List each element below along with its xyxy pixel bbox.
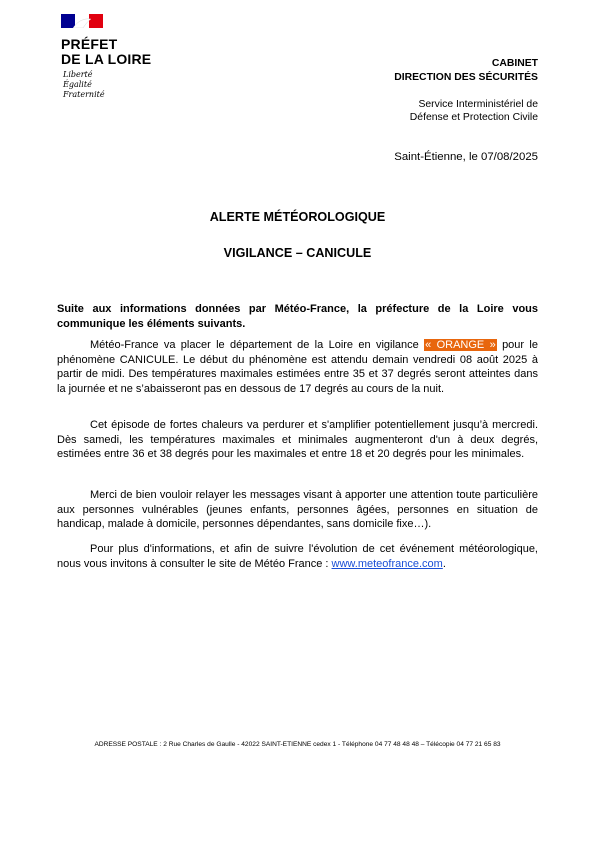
service-line-2: Défense et Protection Civile [409,112,538,123]
marianne-flag-logo [61,14,103,28]
vigilance-title: VIGILANCE – CANICULE [223,246,372,260]
paragraph-evolution: Cet épisode de fortes chaleurs va perdurer et s'amplifier potentiellement jusqu’à mercredi. Dès samedi, les températures maximales et minimales augmenteront d'un à deux degrés, estimées entre 36 et 38 degrés pour les maximales et entre 18 et 20 degrés pour les minimales. [57,419,538,461]
paragraph-vulnerable: Merci de bien vouloir relayer les messages visant à apporter une attention toute particulière aux personnes vulnérables (jeunes enfants, personnes âgées, personnes en situation de handicap, malade à domicile, personnes dépendantes, sans domicile fixe…). [57,489,538,531]
meteofrance-link[interactable]: www.meteofrance.com [331,557,443,570]
postal-address-footer: ADRESSE POSTALE : 2 Rue Charles de Gaulle - 42022 SAINT-ETIENNE cedex 1 - Téléphone 04 77 48 48 48 – Télécopie 04 77 21 65 83 [94,741,501,748]
paragraph-vigilance: Météo-France va placer le département de la Loire en vigilance « ORANGE » pour le phénomène CANICULE. Le début du phénomène est attendu demain vendredi 08 août 2025 à partir de midi. Des températures maximales estimées entre 35 et 37 degrés seront atteintes dans la journée et ne s’abaisseront pas en dessous de 17 degrés au cours de la nuit. [57,339,538,395]
alert-title: ALERTE MÉTÉOROLOGIQUE [209,210,386,224]
prefecture-name [61,37,151,67]
republic-motto: Liberté Égalité Fraternité [63,70,105,99]
direction-label: DIRECTION DES SÉCURITÉS [394,72,538,83]
service-line-1: Service Interministériel de [418,99,538,110]
orange-level-badge: « ORANGE » [425,339,496,351]
paragraph-information: Pour plus d'informations, et afin de suivre l'évolution de cet événement météorologique, nous vous invitons à consulter le site de Météo France : www.meteofrance.com. [57,543,538,570]
intro-paragraph: Suite aux informations données par Météo-France, la préfecture de la Loire vous communique les éléments suivants. [57,303,538,330]
loire-label: DE LA LOIRE [61,51,152,67]
date-line: Saint-Étienne, le 07/08/2025 [394,151,538,163]
prefet-label: PRÉFET [61,36,118,52]
cabinet-label: CABINET [491,58,538,69]
